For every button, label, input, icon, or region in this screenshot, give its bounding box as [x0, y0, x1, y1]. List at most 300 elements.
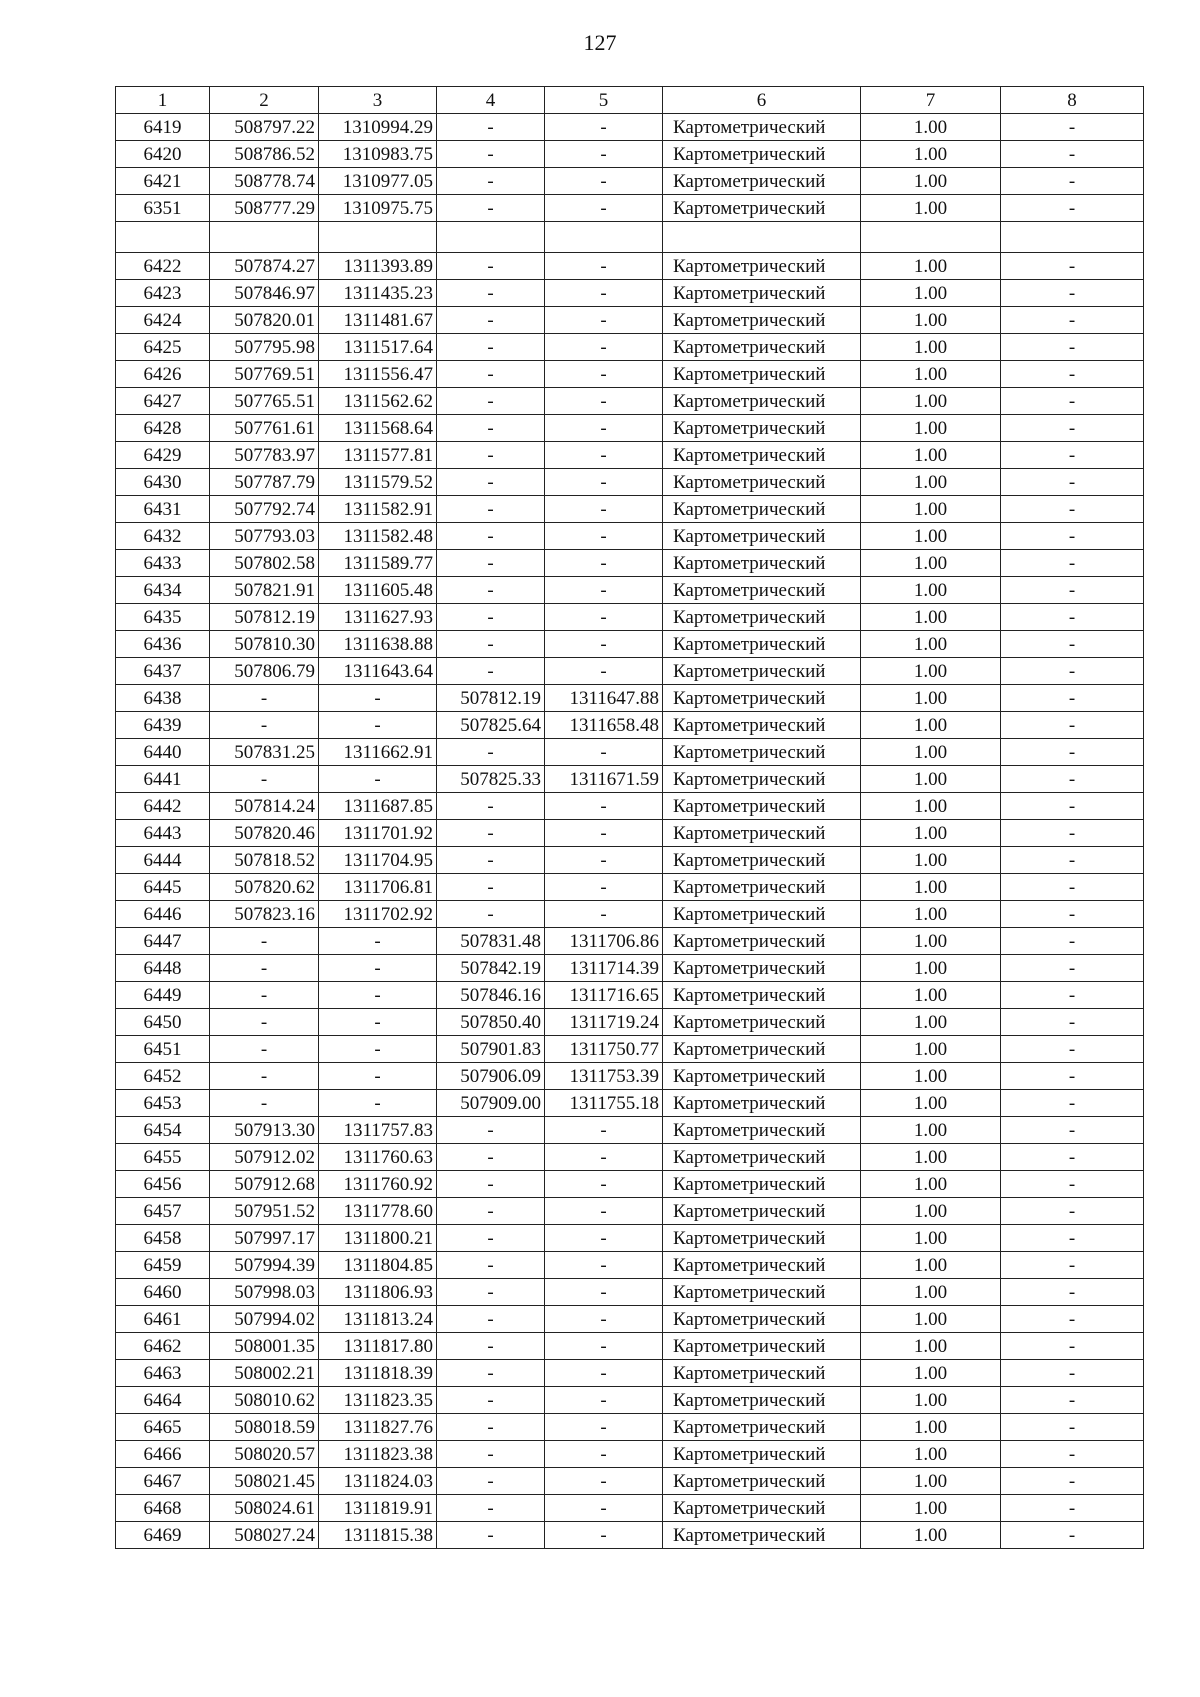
point-number-cell: 6464	[116, 1387, 210, 1414]
accuracy-cell: 1.00	[861, 982, 1001, 1009]
note-cell: -	[1001, 1009, 1144, 1036]
accuracy-cell: 1.00	[861, 955, 1001, 982]
y-coordinate-cell: -	[319, 955, 437, 982]
x-coordinate-alt-cell: -	[437, 1414, 545, 1441]
note-cell: -	[1001, 523, 1144, 550]
x-coordinate-cell: 507795.98	[210, 334, 319, 361]
note-cell: -	[1001, 631, 1144, 658]
y-coordinate-cell: 1311605.48	[319, 577, 437, 604]
y-coordinate-alt-cell: -	[545, 253, 663, 280]
x-coordinate-alt-cell: -	[437, 114, 545, 141]
x-coordinate-alt-cell: 507846.16	[437, 982, 545, 1009]
method-cell: Картометрический	[663, 1063, 861, 1090]
point-number-cell: 6421	[116, 168, 210, 195]
accuracy-cell: 1.00	[861, 739, 1001, 766]
point-number-cell: 6456	[116, 1171, 210, 1198]
note-cell: -	[1001, 1333, 1144, 1360]
note-cell: -	[1001, 1522, 1144, 1549]
y-coordinate-cell: -	[319, 712, 437, 739]
point-number-cell: 6459	[116, 1252, 210, 1279]
x-coordinate-cell: -	[210, 712, 319, 739]
table-row	[116, 141, 1144, 168]
x-coordinate-alt-cell: -	[437, 442, 545, 469]
x-coordinate-cell: 507831.25	[210, 739, 319, 766]
y-coordinate-alt-cell: -	[545, 1225, 663, 1252]
x-coordinate-alt-cell: -	[437, 1225, 545, 1252]
method-cell: Картометрический	[663, 1090, 861, 1117]
note-cell: -	[1001, 1063, 1144, 1090]
x-coordinate-alt-cell: -	[437, 195, 545, 222]
accuracy-cell: 1.00	[861, 361, 1001, 388]
y-coordinate-alt-cell: -	[545, 739, 663, 766]
x-coordinate-alt-cell: -	[437, 361, 545, 388]
y-coordinate-alt-cell: -	[545, 361, 663, 388]
accuracy-cell: 1.00	[861, 253, 1001, 280]
x-coordinate-cell: 507998.03	[210, 1279, 319, 1306]
accuracy-cell: 1.00	[861, 523, 1001, 550]
note-cell: -	[1001, 442, 1144, 469]
accuracy-cell: 1.00	[861, 847, 1001, 874]
accuracy-cell: 1.00	[861, 820, 1001, 847]
y-coordinate-cell: 1311589.77	[319, 550, 437, 577]
x-coordinate-cell: 508797.22	[210, 114, 319, 141]
y-coordinate-cell: 1311579.52	[319, 469, 437, 496]
note-cell: -	[1001, 307, 1144, 334]
table-row	[116, 442, 1144, 469]
accuracy-cell: 1.00	[861, 1009, 1001, 1036]
x-coordinate-alt-cell: -	[437, 1495, 545, 1522]
method-cell: Картометрический	[663, 955, 861, 982]
accuracy-cell: 1.00	[861, 658, 1001, 685]
y-coordinate-alt-cell: 1311658.48	[545, 712, 663, 739]
x-coordinate-alt-cell: -	[437, 1144, 545, 1171]
table-row	[116, 1333, 1144, 1360]
x-coordinate-alt-cell: -	[437, 253, 545, 280]
y-coordinate-alt-cell: -	[545, 1306, 663, 1333]
method-cell: Картометрический	[663, 523, 861, 550]
point-number-cell: 6425	[116, 334, 210, 361]
y-coordinate-alt-cell: -	[545, 1495, 663, 1522]
y-coordinate-cell: 1311562.62	[319, 388, 437, 415]
method-cell: Картометрический	[663, 928, 861, 955]
note-cell	[1001, 222, 1144, 253]
method-cell: Картометрический	[663, 847, 861, 874]
point-number-cell: 6438	[116, 685, 210, 712]
table-row	[116, 415, 1144, 442]
table-row	[116, 955, 1144, 982]
y-coordinate-cell: 1311818.39	[319, 1360, 437, 1387]
method-cell: Картометрический	[663, 1414, 861, 1441]
accuracy-cell: 1.00	[861, 577, 1001, 604]
x-coordinate-alt-cell: 507842.19	[437, 955, 545, 982]
column-header: 2	[210, 87, 319, 114]
note-cell: -	[1001, 334, 1144, 361]
x-coordinate-alt-cell: -	[437, 1387, 545, 1414]
method-cell: Картометрический	[663, 982, 861, 1009]
table-row	[116, 114, 1144, 141]
x-coordinate-cell	[210, 222, 319, 253]
point-number-cell: 6436	[116, 631, 210, 658]
y-coordinate-cell: 1311760.63	[319, 1144, 437, 1171]
note-cell: -	[1001, 253, 1144, 280]
point-number-cell: 6461	[116, 1306, 210, 1333]
method-cell: Картометрический	[663, 114, 861, 141]
x-coordinate-alt-cell: -	[437, 820, 545, 847]
y-coordinate-alt-cell: -	[545, 847, 663, 874]
point-number-cell: 6457	[116, 1198, 210, 1225]
point-number-cell	[116, 222, 210, 253]
table-row	[116, 739, 1144, 766]
point-number-cell: 6427	[116, 388, 210, 415]
accuracy-cell: 1.00	[861, 1090, 1001, 1117]
method-cell: Картометрический	[663, 1468, 861, 1495]
point-number-cell: 6448	[116, 955, 210, 982]
x-coordinate-alt-cell: -	[437, 793, 545, 820]
table-row	[116, 550, 1144, 577]
coordinates-table	[115, 86, 1144, 1549]
method-cell: Картометрический	[663, 1495, 861, 1522]
column-header: 3	[319, 87, 437, 114]
method-cell: Картометрический	[663, 1279, 861, 1306]
accuracy-cell: 1.00	[861, 1117, 1001, 1144]
x-coordinate-cell: 507821.91	[210, 577, 319, 604]
accuracy-cell: 1.00	[861, 334, 1001, 361]
table-row	[116, 1522, 1144, 1549]
y-coordinate-cell: 1311824.03	[319, 1468, 437, 1495]
table-row	[116, 766, 1144, 793]
accuracy-cell: 1.00	[861, 388, 1001, 415]
x-coordinate-alt-cell: -	[437, 1252, 545, 1279]
x-coordinate-cell: 507765.51	[210, 388, 319, 415]
x-coordinate-alt-cell	[437, 222, 545, 253]
note-cell: -	[1001, 1360, 1144, 1387]
note-cell: -	[1001, 1252, 1144, 1279]
y-coordinate-alt-cell: -	[545, 1360, 663, 1387]
y-coordinate-cell: -	[319, 1090, 437, 1117]
y-coordinate-cell: 1311827.76	[319, 1414, 437, 1441]
accuracy-cell: 1.00	[861, 685, 1001, 712]
table-row	[116, 982, 1144, 1009]
x-coordinate-cell: 507874.27	[210, 253, 319, 280]
x-coordinate-cell: 507820.01	[210, 307, 319, 334]
y-coordinate-cell: 1311778.60	[319, 1198, 437, 1225]
x-coordinate-alt-cell: -	[437, 550, 545, 577]
x-coordinate-cell: 507793.03	[210, 523, 319, 550]
x-coordinate-alt-cell: -	[437, 307, 545, 334]
x-coordinate-cell: 508010.62	[210, 1387, 319, 1414]
point-number-cell: 6443	[116, 820, 210, 847]
y-coordinate-cell: 1311627.93	[319, 604, 437, 631]
method-cell: Картометрический	[663, 550, 861, 577]
x-coordinate-alt-cell: -	[437, 523, 545, 550]
y-coordinate-cell: 1311662.91	[319, 739, 437, 766]
x-coordinate-cell: 507806.79	[210, 658, 319, 685]
point-number-cell: 6437	[116, 658, 210, 685]
x-coordinate-alt-cell: -	[437, 604, 545, 631]
point-number-cell: 6445	[116, 874, 210, 901]
point-number-cell: 6420	[116, 141, 210, 168]
accuracy-cell: 1.00	[861, 1333, 1001, 1360]
accuracy-cell: 1.00	[861, 928, 1001, 955]
point-number-cell: 6419	[116, 114, 210, 141]
method-cell: Картометрический	[663, 442, 861, 469]
note-cell: -	[1001, 955, 1144, 982]
method-cell: Картометрический	[663, 1522, 861, 1549]
accuracy-cell: 1.00	[861, 469, 1001, 496]
note-cell: -	[1001, 793, 1144, 820]
x-coordinate-cell: 508024.61	[210, 1495, 319, 1522]
x-coordinate-cell: -	[210, 685, 319, 712]
table-row	[116, 469, 1144, 496]
table-row	[116, 307, 1144, 334]
x-coordinate-alt-cell: -	[437, 1522, 545, 1549]
y-coordinate-alt-cell: -	[545, 280, 663, 307]
y-coordinate-alt-cell: 1311750.77	[545, 1036, 663, 1063]
method-cell: Картометрический	[663, 739, 861, 766]
point-number-cell: 6440	[116, 739, 210, 766]
y-coordinate-cell: -	[319, 928, 437, 955]
table-row	[116, 901, 1144, 928]
note-cell: -	[1001, 114, 1144, 141]
method-cell: Картометрический	[663, 1252, 861, 1279]
point-number-cell: 6424	[116, 307, 210, 334]
note-cell: -	[1001, 550, 1144, 577]
x-coordinate-alt-cell: -	[437, 388, 545, 415]
method-cell: Картометрический	[663, 195, 861, 222]
note-cell: -	[1001, 1279, 1144, 1306]
table-row	[116, 1279, 1144, 1306]
note-cell: -	[1001, 1036, 1144, 1063]
note-cell: -	[1001, 1198, 1144, 1225]
y-coordinate-alt-cell: -	[545, 1522, 663, 1549]
method-cell: Картометрический	[663, 334, 861, 361]
y-coordinate-cell: 1311582.91	[319, 496, 437, 523]
y-coordinate-alt-cell: -	[545, 1144, 663, 1171]
method-cell: Картометрический	[663, 901, 861, 928]
x-coordinate-cell: 507912.02	[210, 1144, 319, 1171]
x-coordinate-alt-cell: 507831.48	[437, 928, 545, 955]
table-row	[116, 361, 1144, 388]
y-coordinate-cell: 1311815.38	[319, 1522, 437, 1549]
y-coordinate-cell: -	[319, 1036, 437, 1063]
note-cell: -	[1001, 388, 1144, 415]
accuracy-cell: 1.00	[861, 1495, 1001, 1522]
accuracy-cell: 1.00	[861, 1468, 1001, 1495]
table-row	[116, 1360, 1144, 1387]
point-number-cell: 6423	[116, 280, 210, 307]
method-cell: Картометрический	[663, 658, 861, 685]
note-cell: -	[1001, 1171, 1144, 1198]
accuracy-cell: 1.00	[861, 496, 1001, 523]
y-coordinate-alt-cell: -	[545, 901, 663, 928]
method-cell: Картометрический	[663, 1036, 861, 1063]
y-coordinate-alt-cell: 1311647.88	[545, 685, 663, 712]
method-cell: Картометрический	[663, 1171, 861, 1198]
note-cell: -	[1001, 739, 1144, 766]
table-row	[116, 1063, 1144, 1090]
table-row	[116, 712, 1144, 739]
accuracy-cell: 1.00	[861, 195, 1001, 222]
table-row	[116, 496, 1144, 523]
x-coordinate-alt-cell: -	[437, 1441, 545, 1468]
note-cell: -	[1001, 1414, 1144, 1441]
y-coordinate-alt-cell: -	[545, 1468, 663, 1495]
x-coordinate-alt-cell: -	[437, 415, 545, 442]
method-cell: Картометрический	[663, 1198, 861, 1225]
accuracy-cell: 1.00	[861, 415, 1001, 442]
x-coordinate-alt-cell: -	[437, 496, 545, 523]
x-coordinate-alt-cell: -	[437, 469, 545, 496]
y-coordinate-cell: -	[319, 982, 437, 1009]
x-coordinate-cell: -	[210, 1036, 319, 1063]
accuracy-cell: 1.00	[861, 307, 1001, 334]
method-cell: Картометрический	[663, 361, 861, 388]
table-row	[116, 685, 1144, 712]
y-coordinate-alt-cell: 1311706.86	[545, 928, 663, 955]
point-number-cell: 6452	[116, 1063, 210, 1090]
accuracy-cell: 1.00	[861, 1252, 1001, 1279]
y-coordinate-alt-cell: -	[545, 577, 663, 604]
y-coordinate-cell: 1311568.64	[319, 415, 437, 442]
x-coordinate-cell: 507820.62	[210, 874, 319, 901]
y-coordinate-cell: 1311760.92	[319, 1171, 437, 1198]
point-number-cell: 6458	[116, 1225, 210, 1252]
x-coordinate-cell: 507994.02	[210, 1306, 319, 1333]
y-coordinate-cell: 1311702.92	[319, 901, 437, 928]
point-number-cell: 6467	[116, 1468, 210, 1495]
table-row	[116, 1495, 1144, 1522]
point-number-cell: 6454	[116, 1117, 210, 1144]
y-coordinate-cell: 1311706.81	[319, 874, 437, 901]
table-row	[116, 1306, 1144, 1333]
method-cell: Картометрический	[663, 1360, 861, 1387]
point-number-cell: 6439	[116, 712, 210, 739]
method-cell: Картометрический	[663, 1117, 861, 1144]
accuracy-cell: 1.00	[861, 631, 1001, 658]
x-coordinate-alt-cell: -	[437, 739, 545, 766]
point-number-cell: 6432	[116, 523, 210, 550]
method-cell: Картометрический	[663, 415, 861, 442]
table-body	[116, 114, 1144, 1549]
method-cell: Картометрический	[663, 685, 861, 712]
method-cell: Картометрический	[663, 168, 861, 195]
x-coordinate-cell: 507818.52	[210, 847, 319, 874]
note-cell: -	[1001, 496, 1144, 523]
y-coordinate-cell: -	[319, 685, 437, 712]
method-cell	[663, 222, 861, 253]
y-coordinate-alt-cell: -	[545, 469, 663, 496]
y-coordinate-alt-cell: 1311671.59	[545, 766, 663, 793]
point-number-cell: 6444	[116, 847, 210, 874]
y-coordinate-cell: 1310994.29	[319, 114, 437, 141]
column-header: 1	[116, 87, 210, 114]
x-coordinate-alt-cell: -	[437, 1171, 545, 1198]
method-cell: Картометрический	[663, 1144, 861, 1171]
note-cell: -	[1001, 1090, 1144, 1117]
y-coordinate-cell: 1311577.81	[319, 442, 437, 469]
x-coordinate-cell: 507792.74	[210, 496, 319, 523]
y-coordinate-cell: 1311517.64	[319, 334, 437, 361]
y-coordinate-alt-cell: -	[545, 307, 663, 334]
column-header: 4	[437, 87, 545, 114]
point-number-cell: 6449	[116, 982, 210, 1009]
method-cell: Картометрический	[663, 631, 861, 658]
table-row	[116, 388, 1144, 415]
note-cell: -	[1001, 1441, 1144, 1468]
accuracy-cell: 1.00	[861, 1225, 1001, 1252]
point-number-cell: 6430	[116, 469, 210, 496]
table-row	[116, 1225, 1144, 1252]
note-cell: -	[1001, 1225, 1144, 1252]
x-coordinate-alt-cell: -	[437, 847, 545, 874]
method-cell: Картометрический	[663, 604, 861, 631]
table-row	[116, 1468, 1144, 1495]
x-coordinate-alt-cell: -	[437, 658, 545, 685]
y-coordinate-alt-cell: -	[545, 793, 663, 820]
y-coordinate-cell: 1311800.21	[319, 1225, 437, 1252]
y-coordinate-alt-cell: -	[545, 168, 663, 195]
point-number-cell: 6455	[116, 1144, 210, 1171]
point-number-cell: 6442	[116, 793, 210, 820]
note-cell: -	[1001, 658, 1144, 685]
method-cell: Картометрический	[663, 577, 861, 604]
table-row	[116, 1198, 1144, 1225]
header-row	[116, 87, 1144, 114]
method-cell: Картометрический	[663, 793, 861, 820]
note-cell: -	[1001, 469, 1144, 496]
y-coordinate-alt-cell: 1311753.39	[545, 1063, 663, 1090]
y-coordinate-cell: 1311819.91	[319, 1495, 437, 1522]
note-cell: -	[1001, 361, 1144, 388]
accuracy-cell	[861, 222, 1001, 253]
accuracy-cell: 1.00	[861, 1036, 1001, 1063]
x-coordinate-alt-cell: -	[437, 1306, 545, 1333]
point-number-cell: 6351	[116, 195, 210, 222]
method-cell: Картометрический	[663, 1306, 861, 1333]
y-coordinate-alt-cell: -	[545, 658, 663, 685]
y-coordinate-alt-cell: -	[545, 195, 663, 222]
y-coordinate-cell: -	[319, 1063, 437, 1090]
y-coordinate-cell: 1311393.89	[319, 253, 437, 280]
y-coordinate-cell	[319, 222, 437, 253]
accuracy-cell: 1.00	[861, 1360, 1001, 1387]
x-coordinate-cell: -	[210, 1090, 319, 1117]
x-coordinate-cell: 507802.58	[210, 550, 319, 577]
x-coordinate-cell: 508001.35	[210, 1333, 319, 1360]
y-coordinate-cell: 1311823.38	[319, 1441, 437, 1468]
x-coordinate-cell: 507994.39	[210, 1252, 319, 1279]
x-coordinate-cell: -	[210, 928, 319, 955]
y-coordinate-alt-cell: -	[545, 1198, 663, 1225]
accuracy-cell: 1.00	[861, 604, 1001, 631]
y-coordinate-cell: 1310983.75	[319, 141, 437, 168]
point-number-cell: 6428	[116, 415, 210, 442]
y-coordinate-alt-cell: -	[545, 604, 663, 631]
y-coordinate-alt-cell: 1311719.24	[545, 1009, 663, 1036]
accuracy-cell: 1.00	[861, 1441, 1001, 1468]
column-header: 7	[861, 87, 1001, 114]
y-coordinate-cell: 1311435.23	[319, 280, 437, 307]
x-coordinate-cell: 507761.61	[210, 415, 319, 442]
x-coordinate-cell: 507820.46	[210, 820, 319, 847]
x-coordinate-cell: 507812.19	[210, 604, 319, 631]
x-coordinate-cell: -	[210, 955, 319, 982]
page-number: 127	[583, 30, 617, 55]
accuracy-cell: 1.00	[861, 442, 1001, 469]
point-number-cell: 6462	[116, 1333, 210, 1360]
method-cell: Картометрический	[663, 307, 861, 334]
note-cell: -	[1001, 901, 1144, 928]
